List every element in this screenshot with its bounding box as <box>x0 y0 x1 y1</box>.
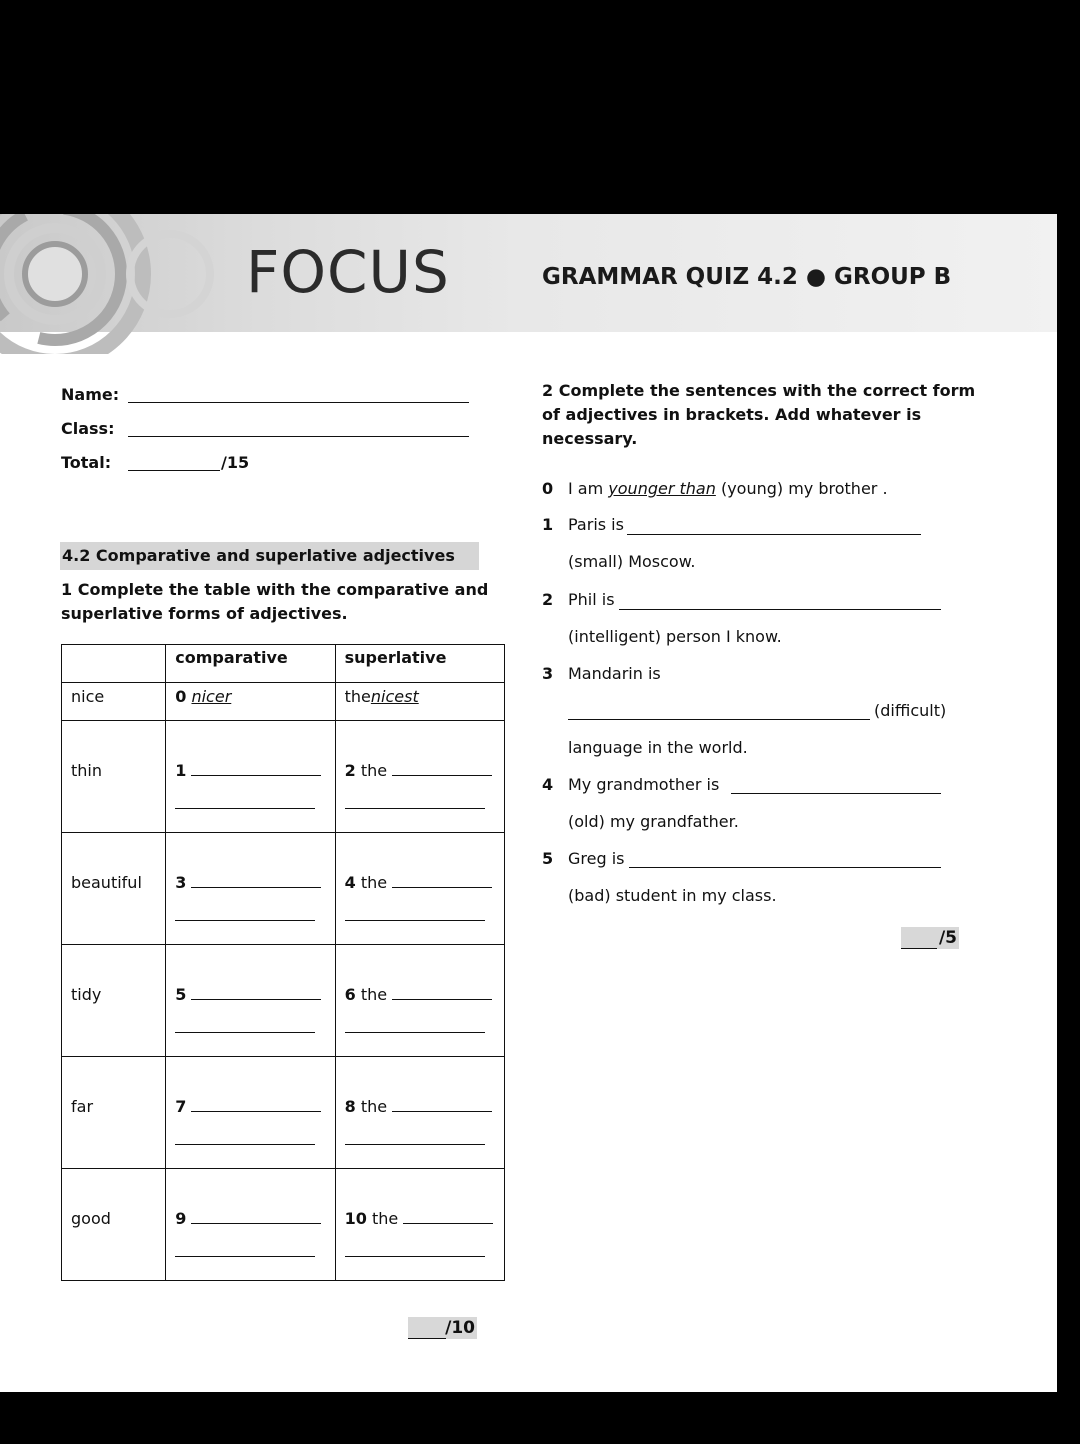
comparative-cell <box>166 1057 335 1169</box>
answer-blank[interactable] <box>191 775 321 776</box>
answer-blank[interactable] <box>392 999 492 1000</box>
adjective-label: tidy <box>71 985 102 1004</box>
example-answer: younger than <box>608 479 716 498</box>
adjective-label: beautiful <box>71 873 142 892</box>
header-cell-comparative <box>166 645 335 683</box>
answer-blank[interactable] <box>627 534 921 535</box>
superlative-cell <box>335 683 504 721</box>
item-number: 7 <box>175 1097 187 1116</box>
exercise1-instruction <box>61 578 488 626</box>
answer-blank[interactable] <box>191 887 321 888</box>
superlative-prefix: the <box>360 1097 388 1116</box>
answer-blank-continued[interactable] <box>175 808 315 809</box>
superlative-prefix: the <box>360 985 388 1004</box>
answer-blank[interactable] <box>191 999 321 1000</box>
right-edge-strip <box>1057 214 1080 1392</box>
sentence-text: My grandmother is <box>568 775 720 794</box>
class-label: Class: <box>61 419 115 438</box>
answer-blank[interactable] <box>629 867 941 868</box>
focus-logo-circles-icon <box>0 214 230 354</box>
adjective-cell <box>62 833 166 945</box>
exercise2-instruction-line: of adjectives in brackets. Add whatever is <box>542 405 922 424</box>
sentence-number: 1 <box>542 515 554 534</box>
comparative-cell <box>166 1169 335 1281</box>
item-number: 5 <box>175 985 187 1004</box>
superlative-prefix: the <box>360 761 388 780</box>
total-max: /15 <box>221 453 250 472</box>
exercise2-instruction-line: 2 Complete the sentences with the correct form <box>542 381 976 400</box>
answer-blank[interactable] <box>403 1223 493 1224</box>
total-label: Total: <box>61 453 112 472</box>
sentence-text: (small) Moscow. <box>568 552 696 571</box>
answer-blank[interactable] <box>731 793 941 794</box>
table-header-row <box>62 645 505 683</box>
table-row-example <box>62 683 505 721</box>
total-field[interactable] <box>128 470 220 471</box>
adjective-cell <box>62 1057 166 1169</box>
adjectives-table <box>61 644 505 1281</box>
exercise2-instruction <box>542 379 975 451</box>
adjective-cell <box>62 683 166 721</box>
sentence-text: Greg is <box>568 849 625 868</box>
score-blank[interactable] <box>408 1338 446 1339</box>
bottom-bar <box>0 1392 1080 1444</box>
sentence-text: (difficult) <box>874 701 947 720</box>
adjective-label: thin <box>71 761 102 780</box>
exercise1-score <box>408 1317 477 1339</box>
exercise1-score-max: /10 <box>445 1318 475 1338</box>
answer-blank-continued[interactable] <box>175 920 315 921</box>
sentence-text: (intelligent) person I know. <box>568 627 782 646</box>
comparative-cell <box>166 683 335 721</box>
sentence-number: 0 <box>542 479 554 498</box>
sentence-text: (bad) student in my class. <box>568 886 777 905</box>
superlative-prefix: the <box>360 873 388 892</box>
adjective-cell <box>62 721 166 833</box>
superlative-cell <box>335 1169 504 1281</box>
item-number: 0 <box>175 687 187 706</box>
score-blank[interactable] <box>901 948 937 949</box>
example-answer: nicer <box>191 687 232 706</box>
exercise1-instruction-line: 1 Complete the table with the comparative and <box>61 580 489 599</box>
exercise2-score-max: /5 <box>938 928 957 948</box>
quiz-title: GRAMMAR QUIZ 4.2 ● GROUP B <box>542 264 952 290</box>
item-number: 6 <box>344 985 356 1004</box>
sentence-number: 4 <box>542 775 554 794</box>
item-number: 10 <box>344 1209 367 1228</box>
superlative-cell <box>335 1057 504 1169</box>
answer-blank-continued[interactable] <box>345 808 485 809</box>
superlative-prefix: the <box>371 1209 399 1228</box>
item-number: 4 <box>344 873 356 892</box>
sentence-text: (old) my grandfather. <box>568 812 739 831</box>
answer-blank-continued[interactable] <box>345 920 485 921</box>
answer-blank[interactable] <box>191 1223 321 1224</box>
sentence-text: Paris is <box>568 515 624 534</box>
adjective-cell <box>62 1169 166 1281</box>
exercise2-score <box>901 927 959 949</box>
adjective-cell <box>62 945 166 1057</box>
item-number: 9 <box>175 1209 187 1228</box>
table-row <box>62 945 505 1057</box>
class-field[interactable] <box>128 436 469 437</box>
example-answer: nicest <box>370 687 419 706</box>
name-label: Name: <box>61 385 120 404</box>
answer-blank-continued[interactable] <box>345 1032 485 1033</box>
answer-blank-continued[interactable] <box>345 1144 485 1145</box>
answer-blank-continued[interactable] <box>175 1032 315 1033</box>
exercise1-instruction-line: superlative forms of adjectives. <box>61 604 348 623</box>
superlative-cell <box>335 833 504 945</box>
sentence-number: 3 <box>542 664 554 683</box>
answer-blank[interactable] <box>191 1111 321 1112</box>
sentence-0 <box>568 479 888 498</box>
section-heading: 4.2 Comparative and superlative adjectives <box>60 542 479 570</box>
answer-blank[interactable] <box>392 775 492 776</box>
table-row <box>62 1057 505 1169</box>
sentence-text: Phil is <box>568 590 615 609</box>
header-cell-superlative <box>335 645 504 683</box>
header-cell-empty <box>62 645 166 683</box>
answer-blank-continued[interactable] <box>175 1144 315 1145</box>
adjective-label: nice <box>71 687 105 706</box>
header-banner <box>0 214 1057 332</box>
answer-blank[interactable] <box>619 609 941 610</box>
answer-blank[interactable] <box>392 887 492 888</box>
quiz-page <box>0 214 1057 1392</box>
comparative-cell <box>166 721 335 833</box>
sentence-text: Mandarin is <box>568 664 661 683</box>
name-field[interactable] <box>128 402 469 403</box>
sentence-text: (young) my brother . <box>720 479 888 498</box>
sentence-number: 2 <box>542 590 554 609</box>
item-number: 1 <box>175 761 187 780</box>
answer-blank-continued[interactable] <box>345 1256 485 1257</box>
table-row <box>62 1169 505 1281</box>
adjective-label: good <box>71 1209 111 1228</box>
answer-blank[interactable] <box>568 719 870 720</box>
exercise2-instruction-line: necessary. <box>542 429 638 448</box>
table-row <box>62 833 505 945</box>
column-header-superlative: superlative <box>344 648 447 667</box>
comparative-cell <box>166 833 335 945</box>
comparative-cell <box>166 945 335 1057</box>
superlative-cell <box>335 721 504 833</box>
item-number: 3 <box>175 873 187 892</box>
superlative-prefix: the <box>344 687 371 706</box>
answer-blank-continued[interactable] <box>175 1256 315 1257</box>
item-number: 8 <box>344 1097 356 1116</box>
sentence-text: language in the world. <box>568 738 748 757</box>
brand-logo-text: FOCUS <box>246 238 450 306</box>
sentence-number: 5 <box>542 849 554 868</box>
answer-blank[interactable] <box>392 1111 492 1112</box>
superlative-cell <box>335 945 504 1057</box>
column-header-comparative: comparative <box>175 648 288 667</box>
item-number: 2 <box>344 761 356 780</box>
sentence-text: I am <box>568 479 604 498</box>
adjective-label: far <box>71 1097 94 1116</box>
table-row <box>62 721 505 833</box>
